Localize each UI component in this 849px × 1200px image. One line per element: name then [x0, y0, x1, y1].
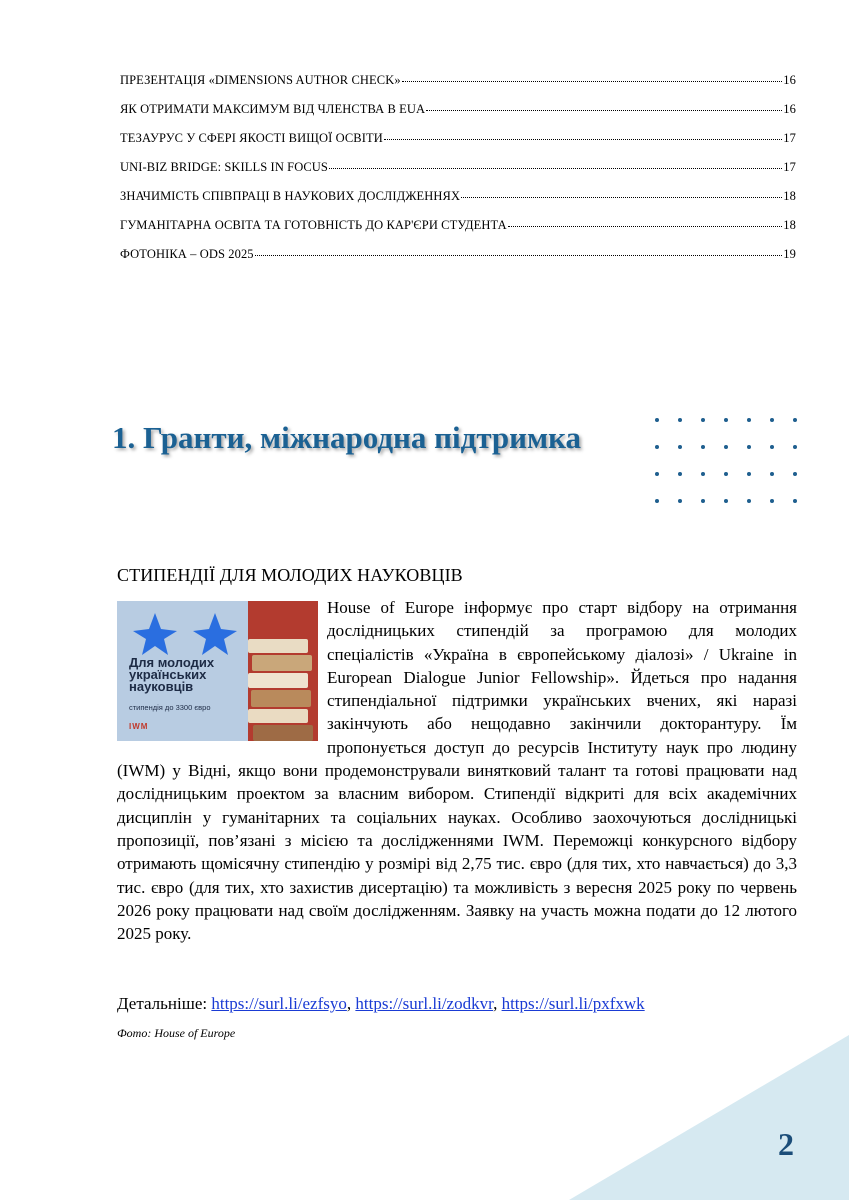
- decorative-dot: [701, 445, 705, 449]
- book-shape: [248, 673, 308, 688]
- toc-entry-page: 19: [783, 247, 796, 261]
- decorative-dot: [701, 418, 705, 422]
- link-separator: ,: [493, 994, 498, 1013]
- article-title: СТИПЕНДІЇ ДЛЯ МОЛОДИХ НАУКОВЦІВ: [117, 565, 463, 585]
- toc-entry-page: 17: [783, 131, 796, 145]
- toc-entry-title: ЯК ОТРИМАТИ МАКСИМУМ ВІД ЧЛЕНСТВА В EUA: [120, 102, 426, 116]
- toc-entry-page: 17: [783, 160, 796, 174]
- decorative-dot: [724, 499, 728, 503]
- toc-entry-page: 16: [783, 102, 796, 116]
- link-2[interactable]: https://surl.li/zodkvr: [355, 994, 494, 1013]
- toc-entry[interactable]: [120, 160, 796, 189]
- book-shape: [251, 690, 311, 707]
- decorative-dot: [747, 418, 751, 422]
- photo-caption: Фото: House of Europe: [117, 1026, 236, 1040]
- decorative-dot: [655, 445, 659, 449]
- decorative-dot: [724, 445, 728, 449]
- book-shape: [248, 709, 308, 723]
- section-heading: 1. Гранти, міжнародна підтримка: [112, 420, 582, 455]
- toc-entry[interactable]: [120, 102, 796, 131]
- toc-leader-dots: [461, 197, 782, 198]
- image-logo: IWM: [129, 722, 149, 731]
- link-3[interactable]: https://surl.li/pxfxwk: [501, 994, 645, 1013]
- toc-leader-dots: [402, 81, 783, 82]
- decorative-dot: [793, 418, 797, 422]
- toc-leader-dots: [255, 255, 783, 256]
- article-body-text: House of Europe інформує про старт відбору на отримання дослідницьких стипендій за програмою для молодих спеціалістів «Україна в європейському діалозі» / Ukraine in European Dialogue Junior Fellowship». Йдеться про надання стипендіальної підтримки українських вчених, які наразі закінчують або нещодавно закінчили докторантуру. Їм пропонується доступ до ресурсів Інституту наук про людину (IWM) у Відні, якщо вони продемонстрували винятковий талант та готові працювати над дослідницьким проектом за власним вибором. Стипендії відкриті для всіх академічних дисциплін у гуманітарних та соціальних науках. Особливо заохочуються дослідницькі пропозиції, пов’язані з місією та дослідженнями IWM. Переможці конкурсного відбору отримають щомісячну стипендію у розмірі від 2,75 тис. євро (для тих, хто навчається) до 3,3 тис. євро (для тих, хто захистив дисертацію) та можливість з вересня 2025 року по червень 2026 року працювати над своїм дослідженням. Заявку на участь можна подати до 12 лютого 2025 року.: [117, 598, 797, 944]
- link-separator: ,: [346, 994, 352, 1013]
- toc-entry[interactable]: [120, 131, 796, 160]
- toc-leader-dots: [329, 168, 782, 169]
- decorative-dot: [678, 445, 682, 449]
- toc-leader-dots: [426, 110, 782, 111]
- decorative-dot: [724, 472, 728, 476]
- toc-entry-title: ТЕЗАУРУС У СФЕРІ ЯКОСТІ ВИЩОЇ ОСВІТИ: [120, 131, 383, 145]
- decorative-dot: [793, 499, 797, 503]
- toc-leader-dots: [384, 139, 782, 140]
- decorative-dot: [655, 472, 659, 476]
- toc-entry-page: 18: [783, 218, 796, 232]
- star-icons: [117, 609, 247, 659]
- decorative-dot: [770, 445, 774, 449]
- decorative-dot: [678, 499, 682, 503]
- star-icon: [133, 613, 177, 655]
- decorative-dot: [770, 472, 774, 476]
- image-subtext: стипендія до 3300 євро: [129, 703, 211, 712]
- toc-entry-title: ЗНАЧИМІСТЬ СПІВПРАЦІ В НАУКОВИХ ДОСЛІДЖЕННЯХ: [120, 189, 461, 203]
- page-number: 2: [778, 1126, 794, 1162]
- toc-entry-title: UNI-BIZ BRIDGE: SKILLS IN FOCUS: [120, 160, 328, 174]
- image-headline: Для молодих українських науковців: [129, 655, 215, 694]
- toc-entry[interactable]: [120, 189, 796, 218]
- book-shape: [248, 639, 308, 653]
- decorative-dot: [701, 472, 705, 476]
- toc-entry-page: 16: [783, 73, 796, 87]
- toc-leader-dots: [508, 226, 783, 227]
- toc-entry[interactable]: [120, 73, 796, 102]
- decorative-dot: [793, 445, 797, 449]
- decorative-dot: [655, 418, 659, 422]
- toc-entry-title: ФОТОНІКА – ODS 2025: [120, 247, 254, 261]
- article-photo: [117, 601, 318, 741]
- book-shape: [252, 655, 312, 671]
- more-info-line: [117, 994, 645, 1014]
- toc-entry-title: ПРЕЗЕНТАЦІЯ «DIMENSIONS AUTHOR CHECK»: [120, 73, 401, 87]
- decorative-dot: [770, 499, 774, 503]
- decorative-dot-grid: [655, 418, 800, 510]
- toc-entry-page: 18: [783, 189, 796, 203]
- toc-entry-title: ГУМАНІТАРНА ОСВІТА ТА ГОТОВНІСТЬ ДО КАР'ЄРИ СТУДЕНТА: [120, 218, 507, 232]
- star-icon: [193, 613, 237, 655]
- toc-entry[interactable]: [120, 218, 796, 247]
- link-1[interactable]: https://surl.li/ezfsyo: [211, 994, 347, 1013]
- decorative-dot: [747, 499, 751, 503]
- decorative-dot: [724, 418, 728, 422]
- decorative-dot: [655, 499, 659, 503]
- corner-decoration: [569, 1035, 849, 1200]
- decorative-dot: [770, 418, 774, 422]
- decorative-dot: [678, 472, 682, 476]
- book-shape: [253, 725, 313, 741]
- decorative-dot: [793, 472, 797, 476]
- table-of-contents: [120, 73, 796, 276]
- more-info-label: Детальніше:: [117, 994, 208, 1013]
- decorative-dot: [678, 418, 682, 422]
- decorative-dot: [747, 472, 751, 476]
- books-photo: [248, 601, 318, 741]
- toc-entry[interactable]: [120, 247, 796, 276]
- decorative-dot: [747, 445, 751, 449]
- decorative-dot: [701, 499, 705, 503]
